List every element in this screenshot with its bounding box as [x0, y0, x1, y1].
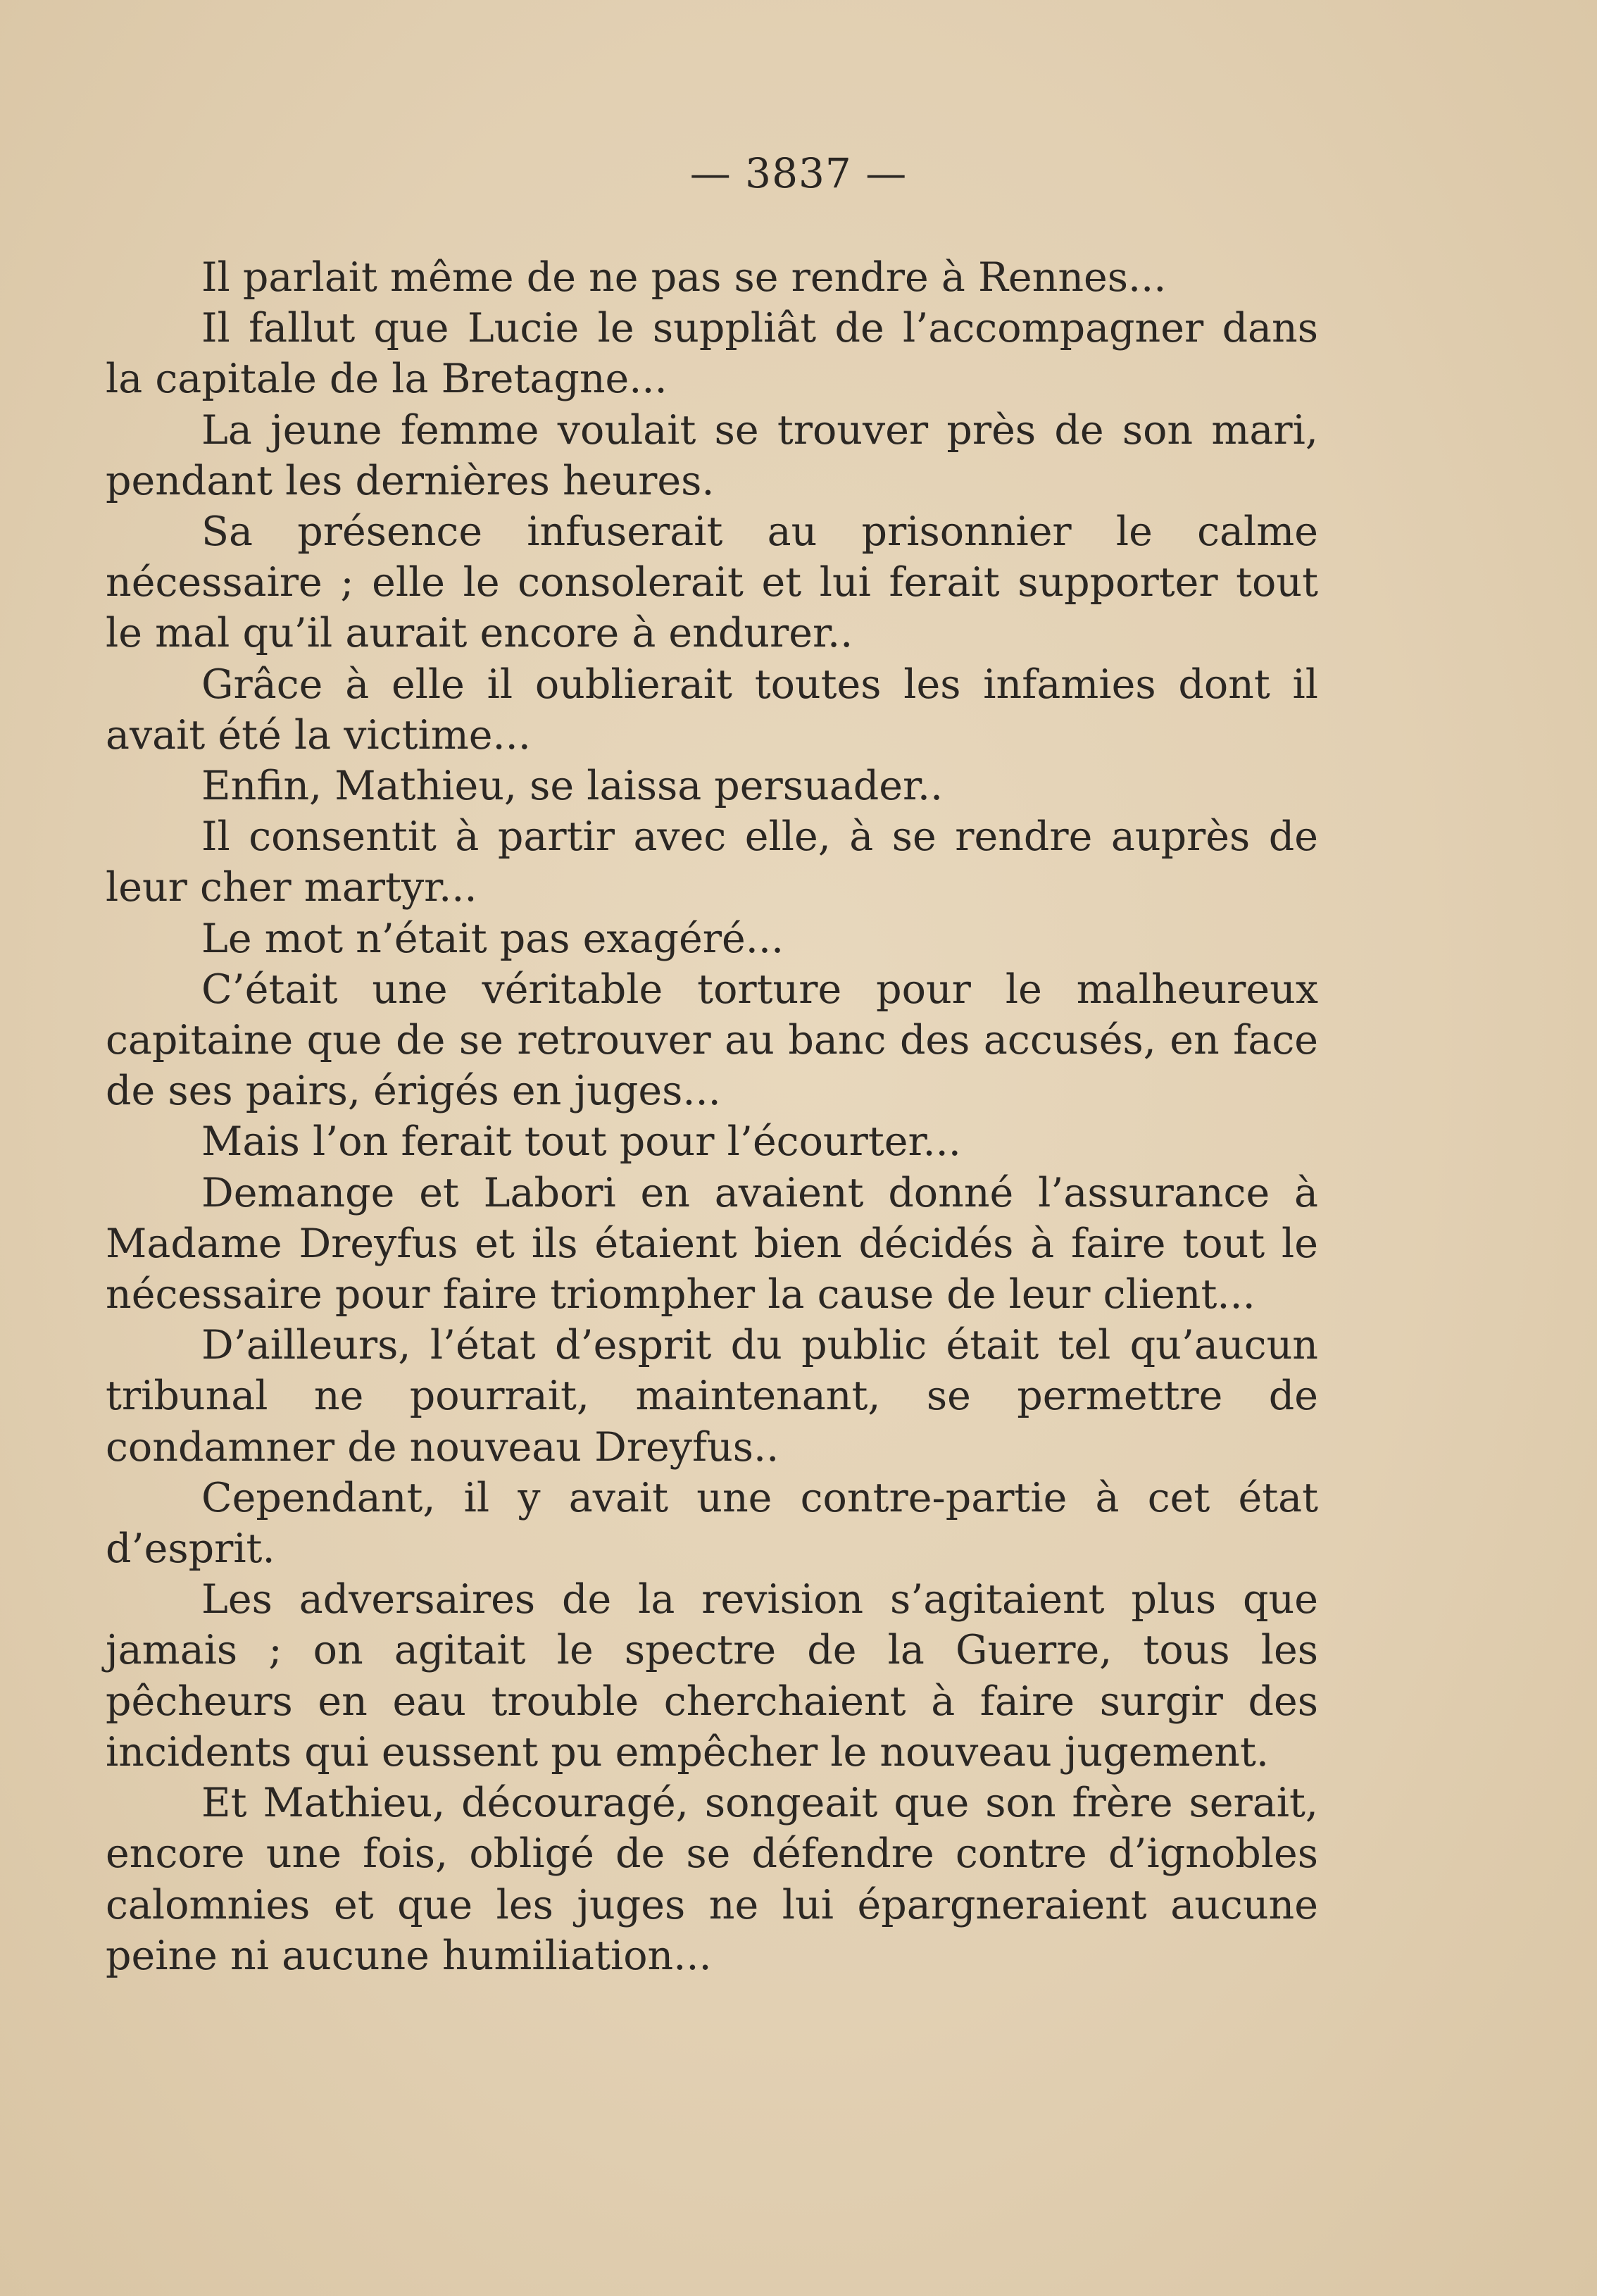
paragraph: Il consentit à partir avec elle, à se rendre auprès de leur cher martyr...: [106, 813, 1318, 911]
paragraph: Le mot n’était pas exagéré...: [201, 915, 784, 962]
paragraph: Mais l’on ferait tout pour l’écourter...: [201, 1118, 961, 1166]
page-number: — 3837 —: [689, 149, 908, 197]
paragraph: Sa présence infuserait au prisonnier le calme nécessaire ; elle le consolerait et lui ferait supporter tout le mal qu’il aurait encore à endurer..: [106, 509, 1318, 657]
paragraph: Et Mathieu, découragé, songeait que son frère serait, encore une fois, obligé de se défendre contre d’ignobles calomnies et que les juges ne lui épargneraient aucune peine ni aucune humiliation...: [106, 1780, 1318, 1979]
paragraph: Il parlait même de ne pas se rendre à Rennes...: [201, 254, 1167, 301]
paragraph: Les adversaires de la revision s’agitaient plus que jamais ; on agitait le spectre de la Guerre, tous les pêcheurs en eau trouble cherchaient à faire surgir des incidents qui eussent pu empêcher le nouveau jugement.: [106, 1576, 1318, 1776]
paragraph: Grâce à elle il oublierait toutes les infamies dont il avait été la victime...: [106, 661, 1318, 759]
paragraph: La jeune femme voulait se trouver près de son mari, pendant les dernières heures.: [106, 406, 1318, 504]
body-text: [106, 252, 1318, 1981]
paragraph: Demange et Labori en avaient donné l’assurance à Madame Dreyfus et ils étaient bien décidés à faire tout le nécessaire pour faire triompher la cause de leur client...: [106, 1169, 1318, 1318]
paragraph: Enfin, Mathieu, se laissa persuader..: [201, 763, 944, 810]
paragraph: C’était une véritable torture pour le malheureux capitaine que de se retrouver au banc des accusés, en face de ses pairs, érigés en juges...: [106, 966, 1318, 1115]
paragraph: Il fallut que Lucie le suppliât de l’accompagner dans la capitale de la Bretagne...: [106, 305, 1318, 403]
paragraph: Cependant, il y avait une contre-partie à cet état d’esprit.: [106, 1474, 1318, 1573]
paragraph: D’ailleurs, l’état d’esprit du public était tel qu’aucun tribunal ne pourrait, maintenant, se permettre de condamner de nouveau Dreyfus..: [106, 1322, 1318, 1471]
